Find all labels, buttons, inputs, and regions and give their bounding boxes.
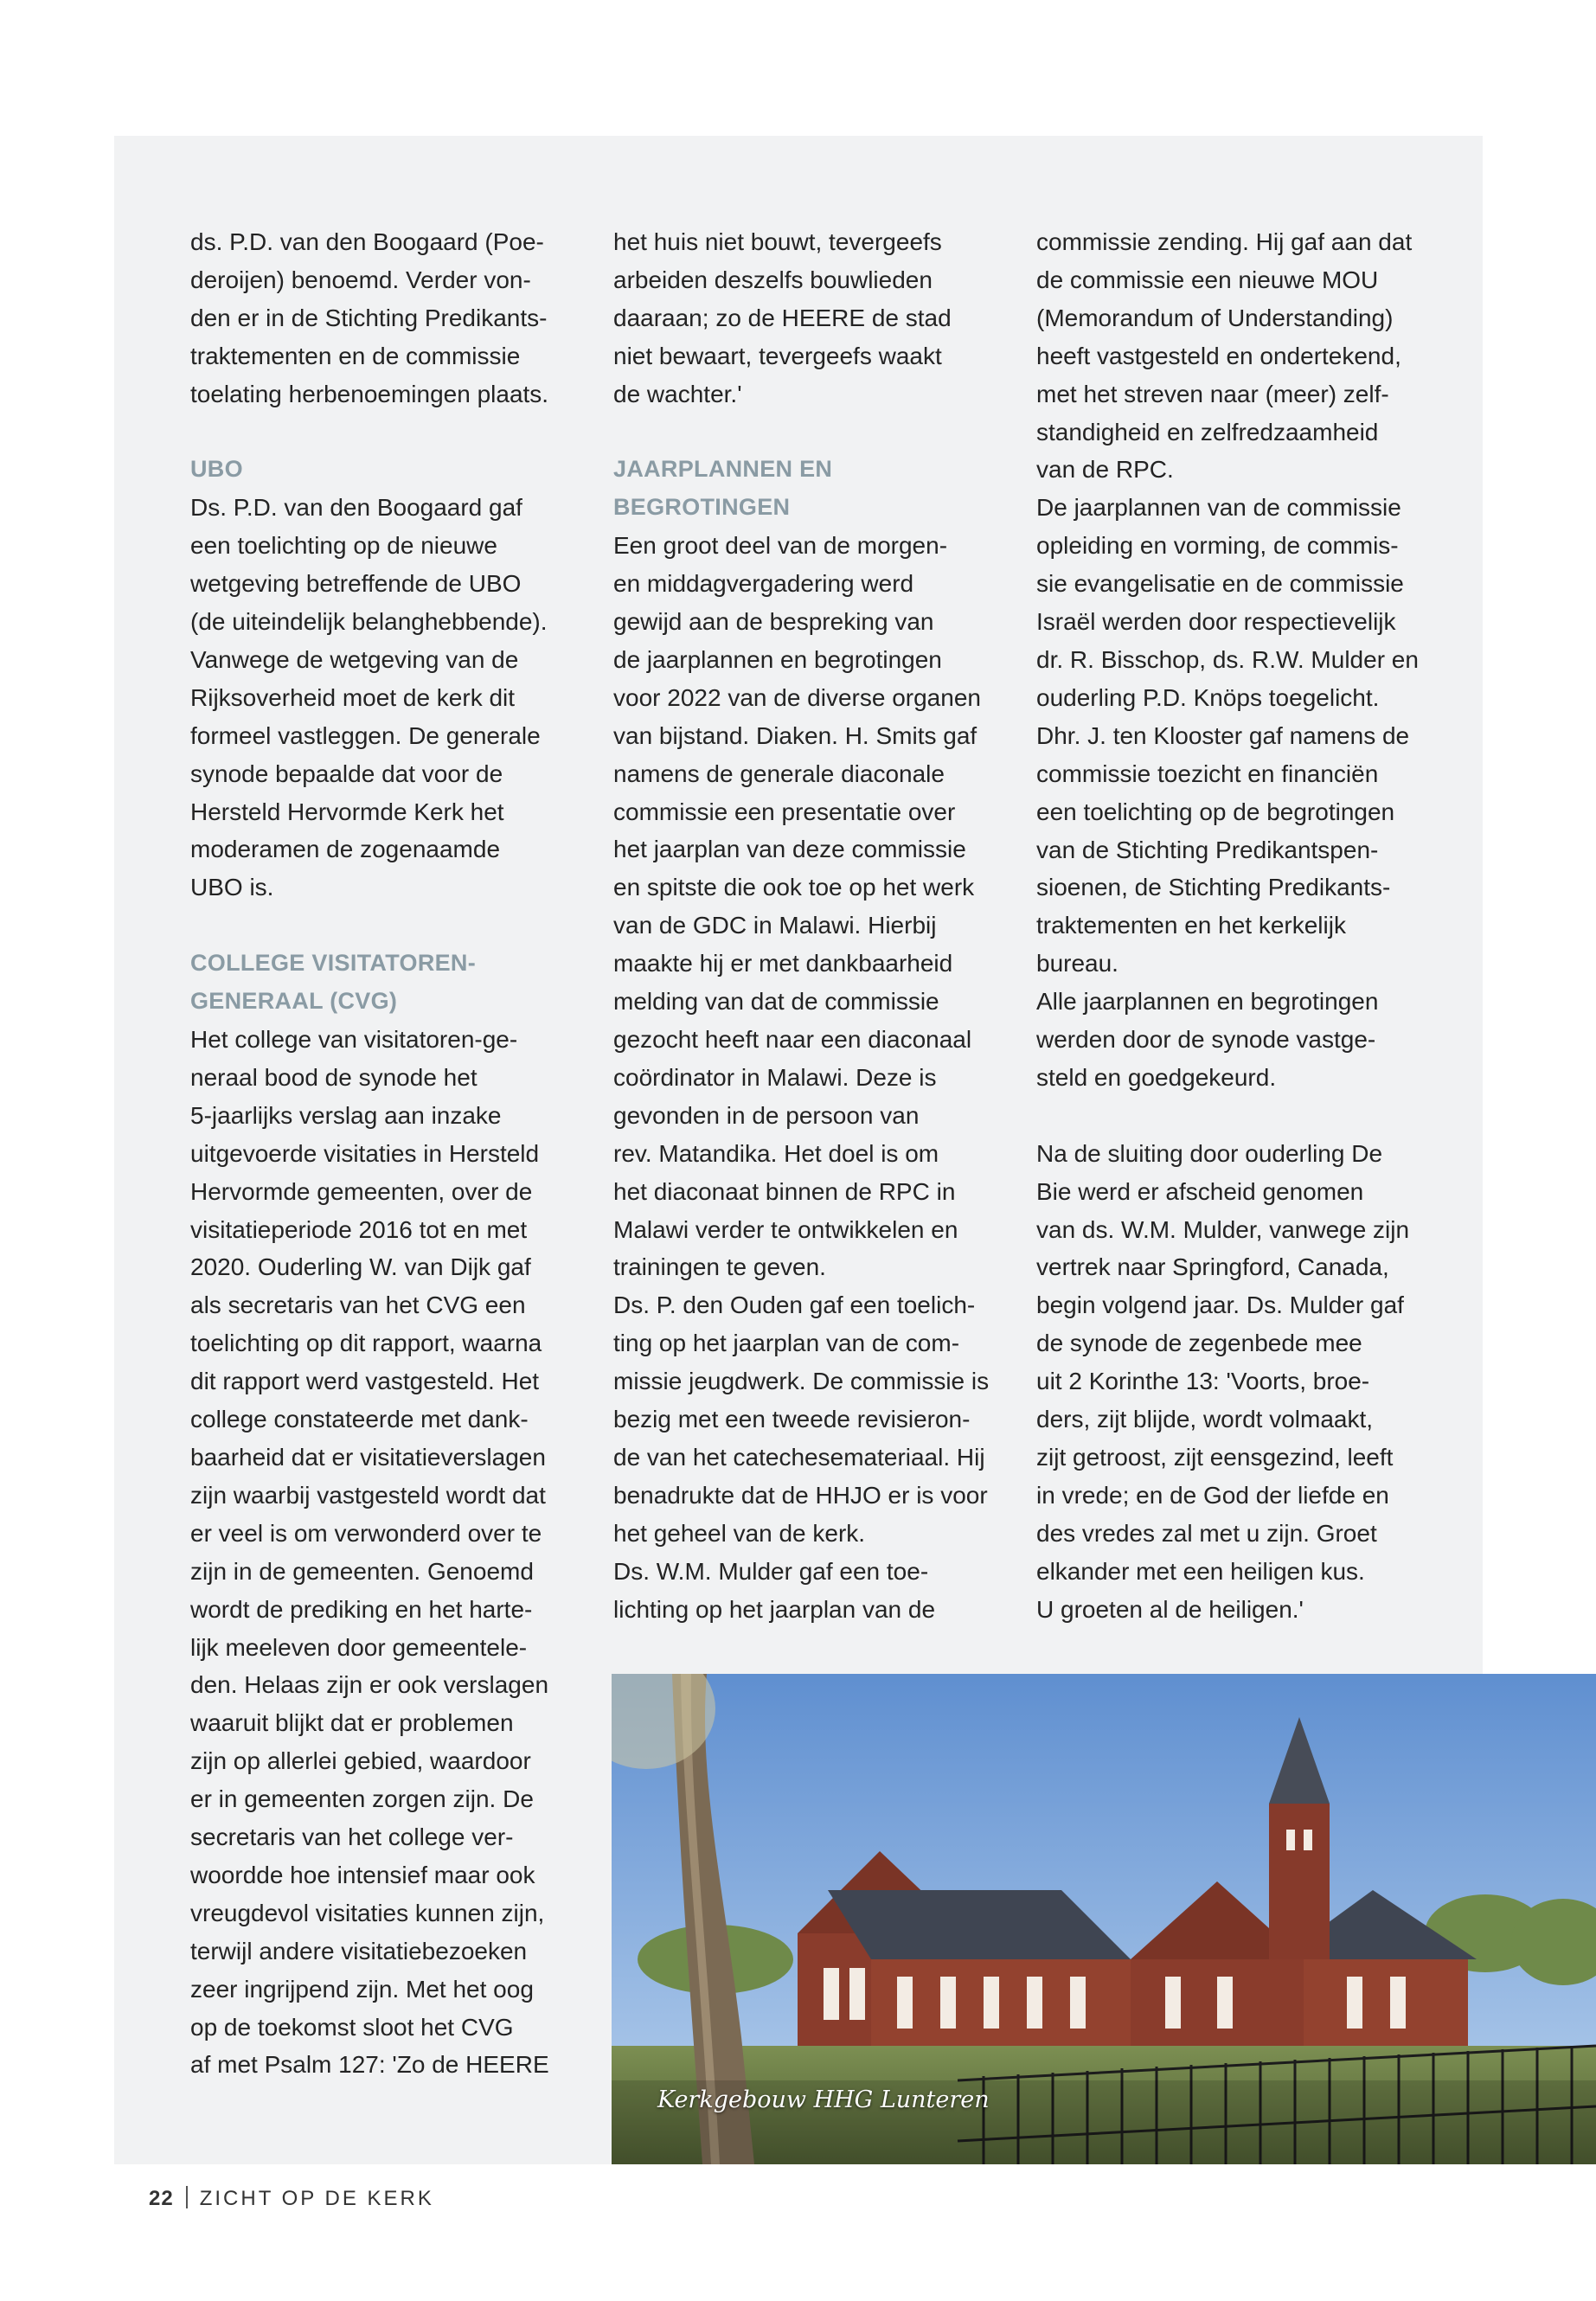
text-line: Een groot deel van de morgen-: [613, 532, 948, 560]
text-line: wordt de prediking en het harte-: [190, 1595, 533, 1623]
text-line: bezig met een tweede revisieron-: [613, 1406, 971, 1433]
text-line: lijk meeleven door gemeentele-: [190, 1633, 528, 1661]
text-line: deroijen) benoemd. Verder von-: [190, 266, 531, 293]
text-line: het huis niet bouwt, tevergeefs: [613, 228, 942, 255]
text-line: ders, zijt blijde, wordt volmaakt,: [1036, 1406, 1374, 1433]
text-line: Dhr. J. ten Klooster gaf namens de: [1036, 721, 1410, 749]
text-line: gewijd aan de bespreking van: [613, 608, 934, 636]
paragraph-gap: [1036, 1097, 1417, 1135]
text-line: Ds. W.M. Mulder gaf een toe-: [613, 1557, 929, 1585]
text-line: de jaarplannen en begrotingen: [613, 645, 942, 673]
text-line: heeft vastgesteld en ondertekend,: [1036, 342, 1401, 369]
text-line: Vanwege de wetgeving van de: [190, 645, 519, 673]
section-heading-jaarplannen: BEGROTINGEN: [613, 494, 791, 521]
text-line: terwijl andere visitatiebezoeken: [190, 1937, 528, 1965]
text-line: Israël werden door respectievelijk: [1036, 608, 1396, 636]
paragraph-gap: [190, 413, 562, 452]
text-line: Hervormde gemeenten, over de: [190, 1177, 533, 1205]
text-line: als secretaris van het CVG een: [190, 1292, 526, 1319]
text-line: sie evangelisatie en de commissie: [1036, 570, 1404, 598]
text-line: de van het catechesemateriaal. Hij: [613, 1443, 985, 1471]
text-line: 5-jaarlijks verslag aan inzake: [190, 1101, 502, 1129]
text-line: vertrek naar Springford, Canada,: [1036, 1253, 1389, 1281]
text-line: melding van dat de commissie: [613, 988, 939, 1016]
text-line: zijt getroost, zijt eensgezind, leeft: [1036, 1443, 1394, 1471]
text-line: vreugdevol visitaties kunnen zijn,: [190, 1899, 545, 1926]
text-line: Ds. P.D. van den Boogaard gaf: [190, 494, 522, 522]
page-footer: [149, 2186, 434, 2211]
text-line: moderamen de zogenaamde: [190, 836, 501, 863]
text-line: daaraan; zo de HEERE de stad: [613, 304, 952, 331]
text-line: arbeiden deszelfs bouwlieden: [613, 266, 933, 293]
text-line: ouderling P.D. Knöps toegelicht.: [1036, 683, 1380, 711]
page-number: 22: [149, 2187, 174, 2210]
text-line: traktementen en het kerkelijk: [1036, 912, 1346, 939]
text-line: van de GDC in Malawi. Hierbij: [613, 912, 937, 939]
text-line: woordde hoe intensief maar ook: [190, 1861, 535, 1888]
text-line: niet bewaart, tevergeefs waakt: [613, 342, 942, 369]
text-line: U groeten al de heiligen.': [1036, 1595, 1304, 1623]
text-line: er veel is om verwonderd over te: [190, 1519, 542, 1547]
text-line: opleiding en vorming, de commis-: [1036, 532, 1399, 560]
column-3: [1036, 223, 1417, 1629]
text-line: Bie werd er afscheid genomen: [1036, 1177, 1364, 1205]
text-line: toelichting op dit rapport, waarna: [190, 1330, 542, 1357]
section-heading-cvg: GENERAAL (CVG): [190, 988, 398, 1015]
text-line: den. Helaas zijn er ook verslagen: [190, 1671, 549, 1699]
text-line: synode bepaalde dat voor de: [190, 760, 503, 787]
text-line: commissie zending. Hij gaf aan dat: [1036, 228, 1413, 255]
magazine-title: ZICHT OP DE KERK: [199, 2187, 434, 2210]
text-line: coördinator in Malawi. Deze is: [613, 1063, 937, 1091]
text-line: Malawi verder te ontwikkelen en: [613, 1215, 958, 1243]
text-line: UBO is.: [190, 874, 274, 901]
text-line: dit rapport werd vastgesteld. Het: [190, 1368, 540, 1395]
text-line: zeer ingrijpend zijn. Met het oog: [190, 1975, 534, 2003]
text-line: zijn waarbij vastgesteld wordt dat: [190, 1481, 546, 1509]
text-line: ds. P.D. van den Boogaard (Poe-: [190, 228, 544, 255]
text-line: het jaarplan van deze commissie: [613, 836, 966, 863]
text-line: de synode de zegenbede mee: [1036, 1330, 1362, 1357]
text-line: een toelichting op de begrotingen: [1036, 798, 1395, 825]
text-line: uit 2 Korinthe 13: 'Voorts, broe-: [1036, 1368, 1370, 1395]
text-line: de commissie een nieuwe MOU: [1036, 266, 1379, 293]
text-line: De jaarplannen van de commissie: [1036, 494, 1401, 522]
text-line: in vrede; en de God der liefde en: [1036, 1481, 1389, 1509]
text-line: er in gemeenten zorgen zijn. De: [190, 1785, 534, 1813]
text-line: den er in de Stichting Predikants-: [190, 304, 548, 331]
text-line: steld en goedgekeurd.: [1036, 1063, 1277, 1091]
text-line: van bijstand. Diaken. H. Smits gaf: [613, 721, 977, 749]
text-line: uitgevoerde visitaties in Hersteld: [190, 1139, 540, 1167]
text-line: Het college van visitatoren-ge-: [190, 1026, 518, 1053]
text-line: elkander met een heiligen kus.: [1036, 1557, 1365, 1585]
text-line: ting op het jaarplan van de com-: [613, 1330, 960, 1357]
text-line: dr. R. Bisschop, ds. R.W. Mulder en: [1036, 645, 1419, 673]
text-line: namens de generale diaconale: [613, 760, 945, 787]
text-line: traktementen en de commissie: [190, 342, 521, 369]
text-line: en spitste die ook toe op het werk: [613, 874, 975, 901]
text-line: Hersteld Hervormde Kerk het: [190, 798, 504, 825]
text-line: bureau.: [1036, 950, 1118, 977]
text-line: college constateerde met dank-: [190, 1406, 529, 1433]
column-1: [190, 223, 562, 2084]
text-line: 2020. Ouderling W. van Dijk gaf: [190, 1253, 531, 1281]
text-line: werden door de synode vastge-: [1036, 1026, 1376, 1054]
text-line: gevonden in de persoon van: [613, 1101, 920, 1129]
text-line: het geheel van de kerk.: [613, 1519, 866, 1547]
text-line: commissie toezicht en financiën: [1036, 760, 1379, 787]
text-line: van de Stichting Predikantspen-: [1036, 836, 1379, 863]
text-line: formeel vastleggen. De generale: [190, 721, 541, 749]
text-line: voor 2022 van de diverse organen: [613, 683, 981, 711]
text-line: sioenen, de Stichting Predikants-: [1036, 874, 1391, 901]
text-line: visitatieperiode 2016 tot en met: [190, 1215, 528, 1243]
text-line: Ds. P. den Ouden gaf een toelich-: [613, 1292, 976, 1319]
text-line: rev. Matandika. Het doel is om: [613, 1139, 939, 1167]
text-line: maakte hij er met dankbaarheid: [613, 950, 953, 977]
section-heading-jaarplannen: JAARPLANNEN EN: [613, 456, 833, 483]
text-line: trainingen te geven.: [613, 1253, 826, 1281]
text-line: standigheid en zelfredzaamheid: [1036, 418, 1379, 445]
text-line: (de uiteindelijk belanghebbende).: [190, 608, 548, 636]
column-2: [613, 223, 994, 1629]
text-line: op de toekomst sloot het CVG: [190, 2013, 514, 2041]
text-line: missie jeugdwerk. De commissie is: [613, 1368, 990, 1395]
text-line: secretaris van het college ver-: [190, 1823, 514, 1851]
text-line: des vredes zal met u zijn. Groet: [1036, 1519, 1377, 1547]
text-line: met het streven naar (meer) zelf-: [1036, 380, 1389, 407]
photo-caption: Kerkgebouw HHG Lunteren: [657, 2086, 990, 2113]
text-line: waaruit blijkt dat er problemen: [190, 1709, 514, 1737]
section-heading-ubo: UBO: [190, 456, 243, 483]
text-line: af met Psalm 127: 'Zo de HEERE: [190, 2051, 549, 2079]
text-line: lichting op het jaarplan van de: [613, 1595, 936, 1623]
text-line: van ds. W.M. Mulder, vanwege zijn: [1036, 1215, 1410, 1243]
text-line: gezocht heeft naar een diaconaal: [613, 1026, 972, 1054]
text-line: van de RPC.: [1036, 456, 1174, 484]
text-line: benadrukte dat de HHJO er is voor: [613, 1481, 988, 1509]
text-line: (Memorandum of Understanding): [1036, 304, 1394, 331]
text-line: zijn op allerlei gebied, waardoor: [190, 1747, 531, 1775]
text-line: neraal bood de synode het: [190, 1063, 478, 1091]
text-line: Alle jaarplannen en begrotingen: [1036, 988, 1379, 1016]
text-line: zijn in de gemeenten. Genoemd: [190, 1557, 534, 1585]
footer-separator: [186, 2186, 188, 2208]
text-line: toelating herbenoemingen plaats.: [190, 380, 549, 407]
paragraph-gap: [190, 907, 562, 945]
text-line: en middagvergadering werd: [613, 570, 914, 598]
paragraph-gap: [613, 413, 994, 452]
text-line: wetgeving betreffende de UBO: [190, 570, 522, 598]
text-line: de wachter.': [613, 380, 742, 407]
section-heading-cvg: COLLEGE VISITATOREN-: [190, 950, 477, 977]
text-line: het diaconaat binnen de RPC in: [613, 1177, 956, 1205]
text-line: begin volgend jaar. Ds. Mulder gaf: [1036, 1292, 1404, 1319]
text-line: Rijksoverheid moet de kerk dit: [190, 683, 516, 711]
text-line: een toelichting op de nieuwe: [190, 532, 497, 560]
text-line: commissie een presentatie over: [613, 798, 956, 825]
text-line: Na de sluiting door ouderling De: [1036, 1139, 1383, 1167]
text-line: baarheid dat er visitatieverslagen: [190, 1443, 546, 1471]
